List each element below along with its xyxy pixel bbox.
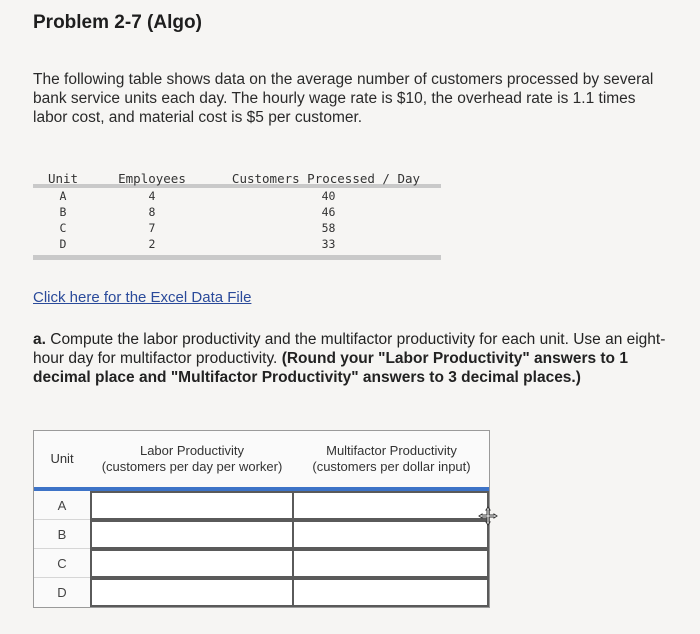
labor-header-title: Labor Productivity (139, 443, 245, 458)
cell-employees: 2 (148, 237, 156, 251)
header-employees: Employees (118, 171, 186, 186)
answer-row-a (34, 491, 489, 520)
labor-productivity-input-a[interactable] (90, 491, 294, 520)
excel-data-link[interactable]: Click here for the Excel Data File (33, 289, 252, 306)
cell-unit: C (59, 221, 67, 235)
table-footer-rule (33, 255, 441, 260)
answer-header-multifactor (294, 431, 489, 487)
table-row (33, 236, 441, 252)
cell-employees: 8 (148, 205, 156, 219)
answer-unit-label: D (57, 585, 67, 600)
multifactor-productivity-input-b[interactable] (294, 520, 489, 549)
question-body: Compute the labor productivity and the multifactor productivity for each unit. Use an eight-hour day for multifactor productivity. (33, 331, 666, 367)
cell-unit: B (59, 205, 67, 219)
data-table (33, 170, 441, 260)
problem-intro: The following table shows data on the average number of customers processed by several bank service units each day. The hourly wage rate is $10, the overhead rate is 1.1 times labor cost, and material cost is $5 per customer. (33, 71, 654, 126)
answer-row-c (34, 549, 489, 578)
labor-productivity-input-b[interactable] (90, 520, 294, 549)
labor-header-unit: (customers per day per worker) (101, 459, 283, 474)
mf-header-unit: (customers per dollar input) (312, 459, 471, 474)
cell-employees: 7 (148, 221, 156, 235)
answer-table (33, 430, 490, 608)
labor-productivity-input-d[interactable] (90, 578, 294, 607)
cell-customers: 40 (321, 189, 336, 203)
answer-row-d (34, 578, 489, 607)
question-rounding-note: (Round your "Labor Productivity" answers to 1 decimal place and "Multifactor Productivity" answers to 3 decimal places.) (33, 350, 628, 386)
answer-table-header (34, 431, 489, 491)
mf-header-title: Multifactor Productivity (326, 443, 457, 458)
question-prefix: a. (33, 331, 46, 348)
cell-customers: 33 (321, 237, 336, 251)
cell-unit: D (59, 237, 67, 251)
question-text (33, 330, 673, 387)
multifactor-productivity-input-c[interactable] (294, 549, 489, 578)
labor-productivity-input-c[interactable] (90, 549, 294, 578)
answer-unit-label: B (57, 526, 67, 542)
table-row (33, 204, 441, 220)
data-table-header (33, 170, 441, 188)
answer-row-b (34, 520, 489, 549)
multifactor-productivity-input-a[interactable] (294, 491, 489, 520)
answer-unit-label: C (57, 555, 67, 571)
cell-unit: A (59, 189, 67, 203)
answer-header-labor (90, 431, 294, 487)
cell-customers: 58 (321, 221, 336, 235)
header-unit: Unit (47, 171, 79, 186)
table-row (33, 220, 441, 236)
multifactor-productivity-input-d[interactable] (294, 578, 489, 607)
header-customers: Customers Processed / Day (231, 171, 421, 186)
cell-customers: 46 (321, 205, 336, 219)
problem-title: Problem 2-7 (Algo) (33, 12, 202, 33)
cell-employees: 4 (148, 189, 156, 203)
move-cursor-icon (478, 506, 498, 526)
answer-header-unit: Unit (50, 451, 74, 466)
answer-unit-label: A (57, 497, 67, 513)
table-row (33, 188, 441, 204)
